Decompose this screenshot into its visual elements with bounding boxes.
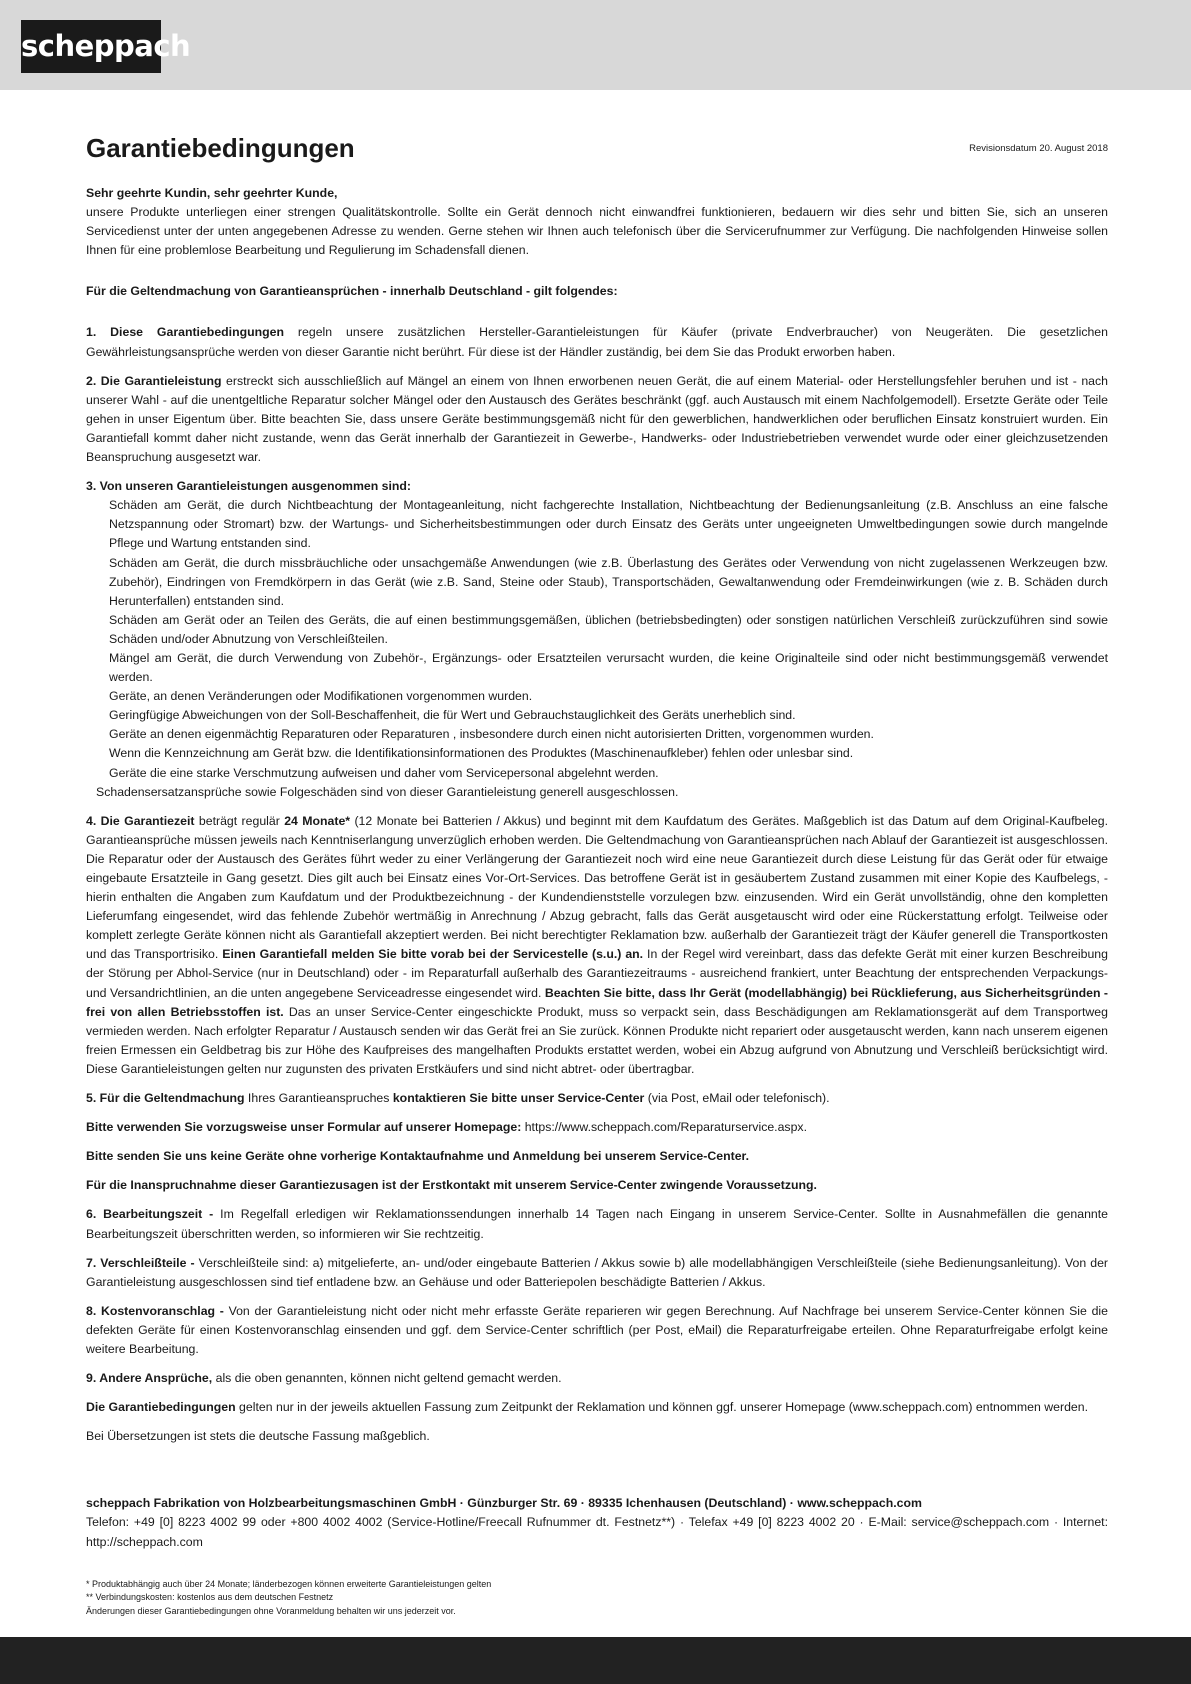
section-5-contact: kontaktieren Sie bitte unser Service-Center [392, 1091, 645, 1106]
section-4-text: beträgt regulär [194, 813, 285, 828]
section-4-period: 24 Monate* [284, 813, 351, 828]
section-3-closing: Schadensersatzansprüche sowie Folgeschäden sind von dieser Garantieleistung generell ausgeschlossen. [96, 784, 679, 799]
list-item: Mängel am Gerät, die durch Verwendung von Zubehör-, Ergänzungs- oder Ersatzteilen verursacht wurden, die keine Originalteile sind oder nicht bestimmungsgemäß verwendet werden. [109, 650, 1108, 685]
list-item: Wenn die Kennzeichnung am Gerät bzw. die Identifikationsinformationen des Produktes (Maschinenaufkleber) fehlen oder unlesbar sind. [109, 746, 854, 761]
service-form-line [86, 1118, 1108, 1137]
section-2 [86, 372, 1108, 467]
title-row [86, 128, 1108, 184]
section-7 [86, 1254, 1108, 1292]
list-item: Geringfügige Abweichungen von der Soll-Beschaffenheit, die für Wert und Gebrauchstauglichkeit des Geräts unerheblich sind. [109, 708, 796, 723]
section-4-safety-notice: Beachten Sie bitte, dass Ihr Gerät (modellabhängig) bei Rücklieferung, aus Sicherheitsgründen - frei von allen Betriebsstoffen ist. [86, 985, 1108, 1019]
list-item: Schäden am Gerät, die durch Nichtbeachtung der Montageanleitung, nicht fachgerechte Installation, Nichtbeachtung der Bedienungsanleitung (z.B. Anschluss an eine falsche Netzspannung oder Stromart) bzw. der Wartungs- und Sicherheitsbestimmungen oder durch Einsatz des Geräts unter ungeeigneten Umweltbedingungen sowie durch mangelnde Pflege und Wartung entstanden sind. [109, 498, 1108, 551]
section-1-text: regeln unsere zusätzlichen Hersteller-Garantieleistungen für Käufer (private Endverbraucher) von Neugeräten. Die gesetzlichen Gewährleistungsansprüche werden von dieser Garantie nicht berührt. Für diese ist der Händler zuständig, bei dem Sie das Produkt erworben haben. [86, 325, 1108, 359]
document-body [86, 128, 1108, 1618]
header-band [0, 0, 1191, 90]
no-devices-notice: Bitte senden Sie uns keine Geräte ohne vorherige Kontaktaufnahme und Anmeldung bei unserem Service-Center. [86, 1149, 750, 1164]
footnote: ** Verbindungskosten: kostenlos aus dem deutschen Festnetz [86, 1592, 334, 1603]
footnote: Änderungen dieser Garantiebedingungen ohne Voranmeldung behalten wir uns jederzeit vor. [86, 1605, 456, 1616]
section-4 [86, 812, 1108, 1079]
section-6 [86, 1205, 1108, 1243]
list-item: Geräte, an denen Veränderungen oder Modifikationen vorgenommen wurden. [109, 689, 533, 704]
company-address: scheppach Fabrikation von Holzbearbeitungsmaschinen GmbH · Günzburger Str. 69 · 89335 Ichenhausen (Deutschland) · www.scheppach.com [86, 1496, 922, 1511]
service-form-link[interactable]: https://www.scheppach.com/Reparaturservice.aspx. [521, 1120, 807, 1135]
section-1 [86, 323, 1108, 361]
list-item: Schäden am Gerät oder an Teilen des Geräts, die auf einen bestimmungsgemäßen, üblichen (betriebsbedingten) oder sonstigen natürlichen Verschleiß zurückzuführen sind sowie Schäden und/oder Abnutzung von Verschleißteilen. [109, 612, 1108, 646]
list-item: Geräte die eine starke Verschmutzung aufweisen und daher vom Servicepersonal abgelehnt werden. [109, 765, 659, 780]
translation-note: Bei Übersetzungen ist stets die deutsche Fassung maßgeblich. [86, 1429, 430, 1444]
section-7-text: Verschleißteile sind: a) mitgelieferte, an- und/oder eingebaute Batterien / Akkus sowie b) alle modellabhängigen Verschleißteile (siehe Bedienungsanleitung). Von der Garantieleistung ausgeschlossen sind tief entladene bzw. an Gehäuse und oder Batteriepolen beschädigte Batterien / Akkus. [86, 1255, 1109, 1289]
section-4-notice: Einen Garantiefall melden Sie bitte vorab bei der Servicestelle (s.u.) an. [222, 947, 644, 962]
scope-heading: Für die Geltendmachung von Garantieansprüchen - innerhalb Deutschland - gilt folgendes: [86, 284, 618, 299]
validity-text: gelten nur in der jeweils aktuellen Fassung zum Zeitpunkt der Reklamation und können ggf. unserer Homepage (www.scheppach.com) entnommen werden. [235, 1400, 1088, 1415]
footnote: * Produktabhängig auch über 24 Monate; länderbezogen können erweiterte Garantieleistungen gelten [86, 1578, 492, 1589]
footnotes [86, 1578, 1108, 1619]
section-7-lead: 7. Verschleißteile - [86, 1255, 195, 1270]
section-2-lead: 2. Die Garantieleistung [86, 373, 222, 388]
intro-paragraph: unsere Produkte unterliegen einer strengen Qualitätskontrolle. Sollte ein Gerät dennoch nicht einwandfrei funktionieren, bedauern wir dies sehr und bitten Sie, sich an unseren Servicedienst unter der unten angegebenen Adresse zu wenden. Gerne stehen wir Ihnen auch telefonisch über die Servicerufnummer zur Verfügung. Die nachfolgenden Hinweise sollen Ihnen für eine problemlose Bearbeitung und Regulierung im Schadensfall dienen. [86, 205, 1108, 258]
section-1-lead: 1. Diese Garantiebedingungen [86, 325, 284, 340]
section-5 [86, 1089, 1108, 1108]
section-2-text: erstreckt sich ausschließlich auf Mängel an einem von Ihnen erworbenen neuen Gerät, die auf einem Material- oder Herstellungsfehler beruhen und ist - nach unserer Wahl - auf die unentgeltliche Reparatur solcher Mängel oder den Austausch des Gerätes beschränkt (ggf. auch Austausch mit einem Nachfolgemodell). Ersetzte Geräte oder Teile gehen in unser Eigentum über. Bitte beachten Sie, dass unsere Geräte bestimmungsgemäß nicht für den gewerblichen, handwerklichen oder beruflichen Einsatz konstruiert wurden. Ein Garantiefall kommt daher nicht zustande, wenn das Gerät innerhalb der Garantiezeit in Gewerbe-, Handwerks- oder Industriebetrieben verwendet wurde oder einer gleichzusetzenden Beanspruchung ausgesetzt war. [86, 373, 1108, 465]
list-item: Geräte an denen eigenmächtig Reparaturen oder Reparaturen , insbesondere durch einen nicht autorisierten Dritten, vorgenommen wurden. [109, 727, 874, 742]
service-form-lead: Bitte verwenden Sie vorzugsweise unser Formular auf unserer Homepage: [86, 1120, 522, 1135]
company-contact: Telefon: +49 [0] 8223 4002 99 oder +800 4002 4002 (Service-Hotline/Freecall Rufnummer dt. Festnetz**) · Telefax +49 [0] 8223 4002 20 · E-Mail: service@scheppach.com · Internet: http://scheppach.com [86, 1515, 1108, 1549]
salutation: Sehr geehrte Kundin, sehr geehrter Kunde, [86, 186, 338, 200]
section-5-lead: 5. Für die Geltendmachung [86, 1091, 245, 1106]
first-contact-notice: Für die Inanspruchnahme dieser Garantiezusagen ist der Erstkontakt mit unserem Service-Center zwingende Voraussetzung. [86, 1178, 817, 1193]
section-8-lead: 8. Kostenvoranschlag - [86, 1303, 224, 1318]
section-6-text: Im Regelfall erledigen wir Reklamationssendungen innerhalb 14 Tagen nach Eingang in unserem Service-Center. Sollte in Ausnahmefällen die genannte Bearbeitungszeit überschritten werden, so informieren wir Sie rechtzeitig. [86, 1207, 1108, 1241]
section-9-lead: 9. Andere Ansprüche, [86, 1371, 213, 1386]
section-8 [86, 1302, 1108, 1359]
page-title: Garantiebedingungen [86, 133, 355, 163]
section-4-text: Das an unser Service-Center eingeschickte Produkt, muss so verpackt sein, dass Beschädigungen am Reklamationsgerät auf dem Transportweg vermieden werden. Nach erfolgter Reparatur / Austausch senden wir das Gerät frei an Sie zurück. Können Produkte nicht repariert oder ausgetauscht werden, kann nach unserem eigenen freien Ermessen ein Geldbetrag bis zur Höhe des Kaufpreises des mangelhaften Produkts erstattet werden, wobei ein Abzug aufgrund von Abnutzung und Verschleiß berücksichtigt wird. Diese Garantieleistungen gelten nur zugunsten des privaten Erstkäufers und sind nicht abtret- oder übertragbar. [86, 1004, 1108, 1076]
validity-note [86, 1398, 1108, 1417]
section-5-text: (via Post, eMail oder telefonisch). [644, 1091, 830, 1106]
section-9-text: als die oben genannten, können nicht geltend gemacht werden. [212, 1371, 562, 1386]
validity-lead: Die Garantiebedingungen [86, 1400, 236, 1415]
list-item: Schäden am Gerät, die durch missbräuchliche oder unsachgemäße Anwendungen (wie z.B. Überlastung des Gerätes oder Verwendung von nicht zugelassenen Werkzeugen bzw. Zubehör), Eindringen von Fremdkörpern in das Gerät (wie z.B. Sand, Steine oder Staub), Transportschäden, Gewaltanwendung oder Fremdeinwirkungen (wie z. B. Schäden durch Herunterfallen) entstanden sind. [109, 555, 1108, 608]
revision-date: Revisionsdatum 20. August 2018 [969, 143, 1108, 154]
section-4-text: (12 Monate bei Batterien / Akkus) und beginnt mit dem Kaufdatum des Gerätes. Maßgeblich ist das Datum auf dem Original-Kaufbeleg. Garantieansprüche müssen jeweils nach Kenntniserlangung unverzüglich erhoben werden. Die Geltendmachung von Garantieansprüchen nach Ablauf der Garantiezeit ist ausgeschlossen. Die Reparatur oder der Austausch des Gerätes führt weder zu einer Verlängerung der Garantiezeit noch wird eine neue Garantiezeit durch diese Leistung für das Gerät oder für etwaige eingebaute Ersatzteile in Gang gesetzt. Dies gilt auch bei Einsatz eines Vor-Ort-Services. Das betroffene Gerät ist in gesäubertem Zustand zusammen mit einer Kopie des Kaufbelegs, - hierin enthalten die Angaben zum Kaufdatum und der Produktbezeichnung - der Kundendienststelle vorzulegen bzw. einzusenden. Wird ein Gerät unvollständig, ohne den kompletten Lieferumfang eingesendet, wird das fehlende Zubehör wertmäßig in Anrechnung / Abzug gebracht, falls das Gerät ausgetauscht wird oder eine Rückerstattung erfolgt. Teilweise oder komplett zerlegte Geräte können nicht als Garantiefall akzeptiert werden. Bei nicht berechtigter Reklamation bzw. außerhalb der Garantiezeit trägt der Käufer generell die Transportkosten und das Transportrisiko. [86, 813, 1108, 962]
section-6-lead: 6. Bearbeitungszeit - [86, 1207, 214, 1222]
section-4-lead: 4. Die Garantiezeit [86, 813, 195, 828]
section-5-text: Ihres Garantieanspruches [244, 1091, 393, 1106]
section-3-heading: 3. Von unseren Garantieleistungen ausgenommen sind: [86, 479, 412, 494]
exclusion-list [86, 496, 1108, 782]
bottom-band [0, 1637, 1191, 1684]
section-9 [86, 1369, 1108, 1388]
section-4-text: In der Regel wird vereinbart, dass das defekte Gerät mit einer kurzen Beschreibung der Störung per Abhol-Service (nur in Deutschland) oder - im Reparaturfall außerhalb des Garantiezeitraums - ausreichend frankiert, unter Beachtung der entsprechenden Verpackungs- und Versandrichtlinien, an die unten angegebene Serviceadresse eingesendet wird. [86, 947, 1108, 1000]
section-8-text: Von der Garantieleistung nicht oder nicht mehr erfasste Geräte reparieren wir gegen Berechnung. Auf Nachfrage bei unserem Service-Center können Sie die defekten Geräte für einen Kostenvoranschlag einsenden und ggf. dem Service-Center schriftlich (per Post, eMail) die Reparaturfreigabe erteilen. Ohne Reparaturfreigabe erfolgt keine weitere Bearbeitung. [86, 1303, 1108, 1356]
scheppach-logo: scheppach [21, 20, 161, 73]
